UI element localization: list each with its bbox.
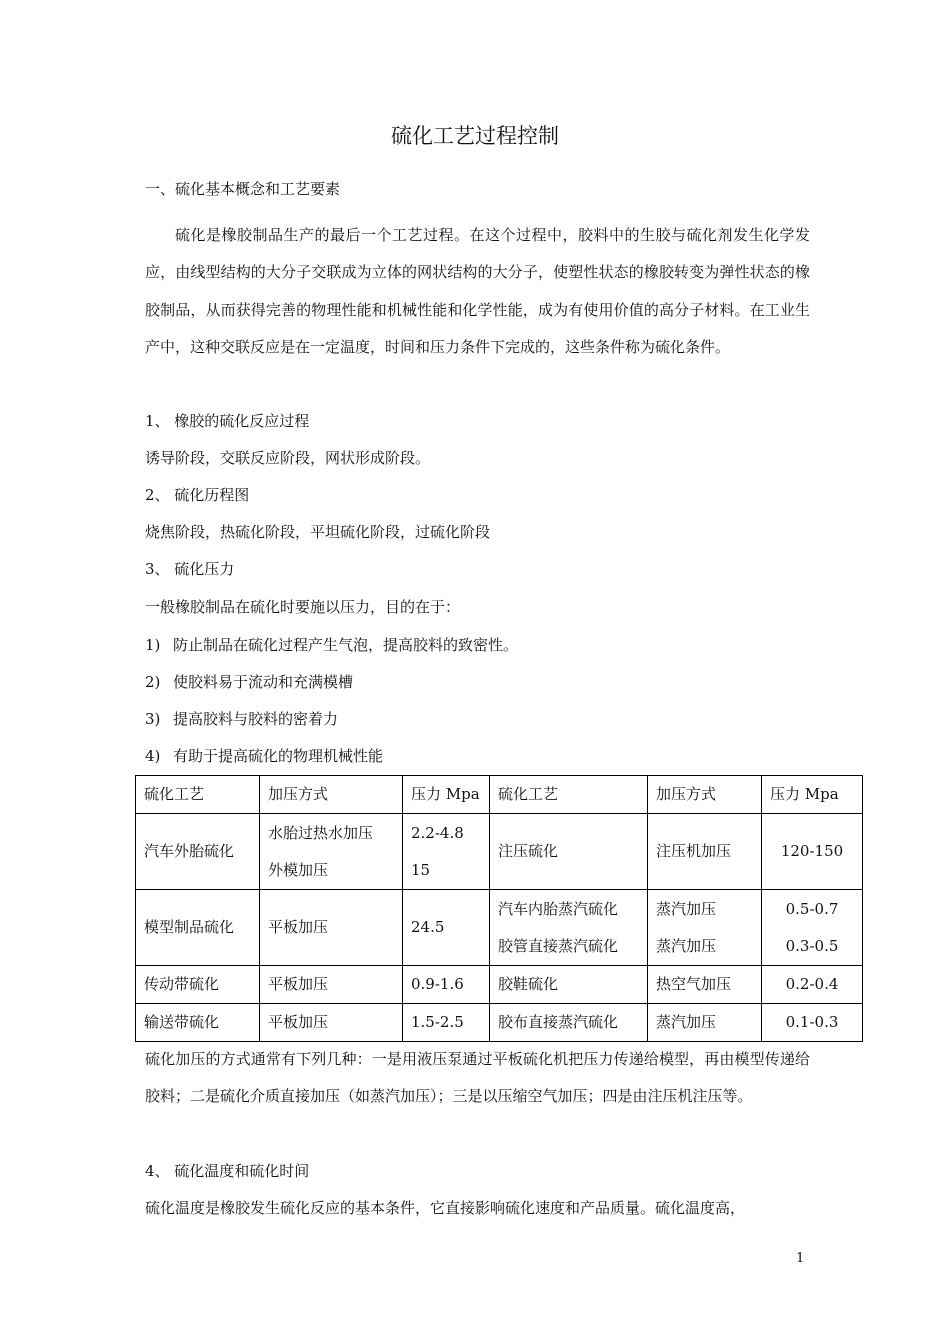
- table-cell: 注压硫化: [490, 814, 648, 890]
- table-header-cell: 加压方式: [648, 776, 762, 814]
- table-cell: 汽车外胎硫化: [136, 814, 260, 890]
- table-cell: 胶鞋硫化: [490, 966, 648, 1004]
- table-row: [136, 966, 863, 1004]
- table-cell-line: 水胎过热水加压: [268, 823, 374, 842]
- subheading-2: 2、 硫化历程图: [145, 486, 250, 504]
- table-cell: [648, 890, 762, 966]
- table-header-cell: 加压方式: [260, 776, 403, 814]
- subheading-4-text: 硫化温度是橡胶发生硫化反应的基本条件，它直接影响硫化速度和产品质量。硫化温度高，: [145, 1199, 746, 1217]
- vulcanization-pressure-table: [135, 775, 863, 1042]
- table-cell: 0.2-0.4: [762, 966, 863, 1004]
- list-item-text: 有助于提高硫化的物理机械性能: [173, 747, 384, 765]
- pressure-methods-paragraph: 硫化加压的方式通常有下列几种：一是用液压泵通过平板硫化机把压力传递给模型，再由模型传递给胶料；二是硫化介质直接加压（如蒸汽加压）；三是以压缩空气加压；四是由注压机注压等。: [145, 1050, 810, 1105]
- table-header-cell: 压力 Mpa: [762, 776, 863, 814]
- table-cell: 注压机加压: [648, 814, 762, 890]
- subheading-1-text: 诱导阶段，交联反应阶段，网状形成阶段。: [145, 449, 431, 467]
- table-row: [136, 814, 863, 890]
- table-cell-line: 0.5-0.7: [785, 899, 839, 918]
- list-item: [145, 745, 383, 767]
- table-cell: 0.9-1.6: [403, 966, 490, 1004]
- table-cell: 平板加压: [260, 890, 403, 966]
- table-cell-line: 汽车内胎蒸汽硫化: [498, 899, 619, 918]
- page-number: 1: [796, 1251, 805, 1266]
- table-cell-line: 2.2-4.8: [411, 823, 464, 842]
- table-cell-line: 蒸汽加压: [656, 936, 717, 955]
- document-title: 硫化工艺过程控制: [391, 124, 559, 148]
- subheading-3-text: 一般橡胶制品在硫化时要施以压力，目的在于：: [145, 598, 461, 616]
- table-cell: 热空气加压: [648, 966, 762, 1004]
- list-item: [145, 634, 518, 656]
- list-item-number: 2): [145, 673, 161, 691]
- table-cell: 1.5-2.5: [403, 1004, 490, 1042]
- table-header-cell: 压力 Mpa: [403, 776, 490, 814]
- table-cell: 平板加压: [260, 1004, 403, 1042]
- section-heading-1: 一、硫化基本概念和工艺要素: [145, 180, 341, 198]
- table-cell: 输送带硫化: [136, 1004, 260, 1042]
- table-cell: 胶布直接蒸汽硫化: [490, 1004, 648, 1042]
- table-cell: [403, 814, 490, 890]
- table-cell: [762, 890, 863, 966]
- list-item-text: 提高胶料与胶料的密着力: [173, 710, 339, 728]
- table-cell: 平板加压: [260, 966, 403, 1004]
- list-item: [145, 671, 353, 693]
- table-cell-line: 蒸汽加压: [656, 899, 717, 918]
- table-cell: [260, 814, 403, 890]
- list-item-text: 使胶料易于流动和充满模槽: [173, 673, 354, 691]
- table-cell-line: 0.3-0.5: [785, 936, 839, 955]
- intro-paragraph: 硫化是橡胶制品生产的最后一个工艺过程。在这个过程中，胶料中的生胶与硫化剂发生化学发应，由线型结构的大分子交联成为立体的网状结构的大分子，使塑性状态的橡胶转变为弹性状态的橡胶制品，从而获得完善的物理性能和机械性能和化学性能，成为有使用价值的高分子材料。在工业生产中，这种交联反应是在一定温度，时间和压力条件下完成的，这些条件称为硫化条件。: [145, 226, 810, 357]
- table-header-cell: 硫化工艺: [490, 776, 648, 814]
- table-cell: 24.5: [403, 890, 490, 966]
- list-item-text: 防止制品在硫化过程产生气泡，提高胶料的致密性。: [173, 636, 519, 654]
- table-cell: 0.1-0.3: [762, 1004, 863, 1042]
- table-cell: [490, 890, 648, 966]
- list-item: [145, 708, 338, 730]
- table-header-cell: 硫化工艺: [136, 776, 260, 814]
- table-row: [136, 1004, 863, 1042]
- subheading-4: 4、 硫化温度和硫化时间: [145, 1162, 310, 1180]
- table-header-row: [136, 776, 863, 814]
- table-cell: 120-150: [762, 814, 863, 890]
- list-item-number: 3): [145, 710, 161, 728]
- list-item-number: 4): [145, 747, 161, 765]
- table-cell: 传动带硫化: [136, 966, 260, 1004]
- subheading-2-text: 烧焦阶段，热硫化阶段，平坦硫化阶段，过硫化阶段: [145, 523, 491, 541]
- table-cell-line: 胶管直接蒸汽硫化: [498, 936, 619, 955]
- subheading-3: 3、 硫化压力: [145, 560, 235, 578]
- list-item-number: 1): [145, 636, 161, 654]
- table-cell: 蒸汽加压: [648, 1004, 762, 1042]
- table-cell: 模型制品硫化: [136, 890, 260, 966]
- subheading-1: 1、 橡胶的硫化反应过程: [145, 412, 310, 430]
- table-row: [136, 890, 863, 966]
- table-cell-line: 15: [411, 860, 431, 879]
- table-cell-line: 外模加压: [268, 860, 329, 879]
